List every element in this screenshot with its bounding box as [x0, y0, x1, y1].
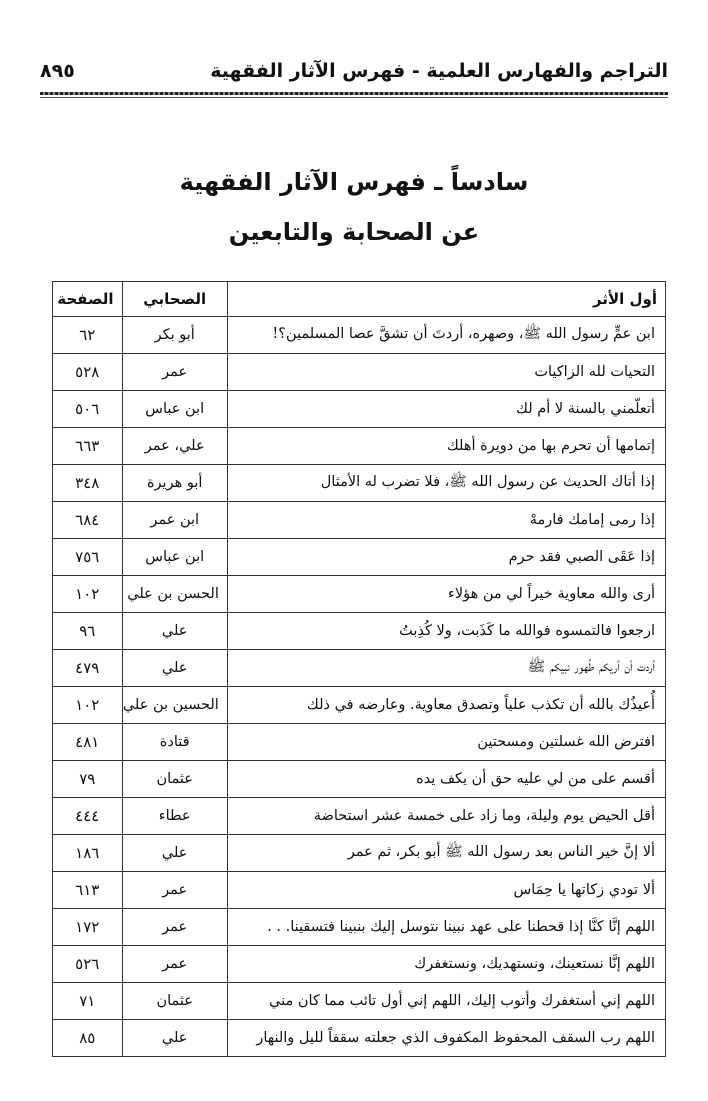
table-row [53, 946, 666, 983]
page-cell: ٣٤٨ [53, 465, 123, 502]
athar-cell: ألا إنَّ خير الناس بعد رسول الله ﷺ أبو بكر، ثم عمر [227, 835, 665, 872]
sahabi-cell: عمر [122, 872, 227, 909]
header-rule [40, 92, 668, 95]
athar-cell: إذا رمى إمامك فارمهْ [227, 502, 665, 539]
column-header-athar: أول الأثر [227, 282, 665, 317]
page-cell: ٧١ [53, 983, 123, 1020]
sahabi-cell: عمر [122, 909, 227, 946]
athar-cell: أُعيذُك بالله أن تكذب علياً وتصدق معاوية. وعارضه في ذلك [227, 687, 665, 724]
athar-cell: افترض الله غسلتين ومسحتين [227, 724, 665, 761]
sahabi-cell: أبو هريرة [122, 465, 227, 502]
table-row [53, 613, 666, 650]
table-row [53, 502, 666, 539]
sahabi-cell: ابن عمر [122, 502, 227, 539]
page-cell: ٦١٣ [53, 872, 123, 909]
athar-cell: ألا تودي زكاتها يا حِمَاس [227, 872, 665, 909]
page-cell: ٧٩ [53, 761, 123, 798]
sahabi-cell: عثمان [122, 761, 227, 798]
sahabi-cell: الحسن بن علي [122, 576, 227, 613]
sahabi-cell: ابن عباس [122, 391, 227, 428]
page-cell: ٤٤٤ [53, 798, 123, 835]
running-head [40, 58, 668, 88]
page-cell: ٦٦٣ [53, 428, 123, 465]
page-cell: ٤٨١ [53, 724, 123, 761]
table-row [53, 798, 666, 835]
sahabi-cell: الحسين بن علي [122, 687, 227, 724]
page-cell: ٥٢٦ [53, 946, 123, 983]
table-header-row [53, 282, 666, 317]
athar-cell: اللهم إنَّا نستعينك، ونستهديك، ونستغفرك [227, 946, 665, 983]
table-row [53, 687, 666, 724]
athar-cell: اللهم إني أستغفرك وأتوب إليك، اللهم إني أول تائب مما كان مني [227, 983, 665, 1020]
athar-cell: ابن عمٍّ رسول الله ﷺ، وصهره، أردتَ أن تشقَّ عصا المسلمين؟! [227, 317, 665, 354]
table-row [53, 872, 666, 909]
sahabi-cell: علي [122, 1020, 227, 1057]
running-title: التراجم والفهارس العلمية - فهرس الآثار الفقهية [210, 60, 668, 82]
page-cell: ١٠٢ [53, 687, 123, 724]
athar-cell: أقل الحيض يوم وليلة، وما زاد على خمسة عشر استحاضة [227, 798, 665, 835]
table-row [53, 354, 666, 391]
athar-cell: إذا عَقَى الصبي فقد حرم [227, 539, 665, 576]
table-row [53, 317, 666, 354]
table-row [53, 650, 666, 687]
sahabi-cell: أبو بكر [122, 317, 227, 354]
athar-cell: أقسم على من لي عليه حق أن يكف يده [227, 761, 665, 798]
section-title: سادساً ـ فهرس الآثار الفقهية [179, 168, 529, 196]
sahabi-cell: علي [122, 613, 227, 650]
sahabi-cell: ابن عباس [122, 539, 227, 576]
table-row [53, 761, 666, 798]
page-cell: ٦٢ [53, 317, 123, 354]
athar-cell: أتعلّمني بالسنة لا أم لك [227, 391, 665, 428]
table-row [53, 1020, 666, 1057]
header-rule-thin [40, 97, 668, 98]
athar-cell: أردت أن أريكم طُهور نبيكم ﷺ [227, 650, 665, 687]
sahabi-cell: قتادة [122, 724, 227, 761]
page-cell: ٤٧٩ [53, 650, 123, 687]
sahabi-cell: علي [122, 650, 227, 687]
column-header-sahabi: الصحابي [122, 282, 227, 317]
sahabi-cell: عطاء [122, 798, 227, 835]
page-cell: ٧٥٦ [53, 539, 123, 576]
page-cell: ٨٥ [53, 1020, 123, 1057]
sahabi-cell: عمر [122, 354, 227, 391]
athar-cell: التحيات لله الزاكيات [227, 354, 665, 391]
athar-cell: إذا أتاك الحديث عن رسول الله ﷺ، فلا تضرب له الأمثال [227, 465, 665, 502]
sahabi-cell: علي [122, 835, 227, 872]
table-row [53, 391, 666, 428]
athar-cell: إتمامها أن تحرم بها من دويرة أهلك [227, 428, 665, 465]
page-cell: ٩٦ [53, 613, 123, 650]
page-cell: ٥٢٨ [53, 354, 123, 391]
table-row [53, 724, 666, 761]
table-row [53, 576, 666, 613]
page-cell: ٦٨٤ [53, 502, 123, 539]
page-cell: ١٠٢ [53, 576, 123, 613]
table-row [53, 539, 666, 576]
table-row [53, 465, 666, 502]
athar-index-table [52, 281, 666, 1057]
athar-cell: اللهم إنَّا كنَّا إذا قحطنا على عهد نبينا نتوسل إليك بنبينا فتسقينا. . . [227, 909, 665, 946]
athar-cell: اللهم رب السقف المحفوظ المكفوف الذي جعلته سقفاً لليل والنهار [227, 1020, 665, 1057]
page-cell: ١٧٢ [53, 909, 123, 946]
athar-cell: ارجعوا فالتمسوه فوالله ما كَذَبت، ولا كُذِبتُ [227, 613, 665, 650]
table-row [53, 835, 666, 872]
sahabi-cell: عمر [122, 946, 227, 983]
page-cell: ٥٠٦ [53, 391, 123, 428]
sahabi-cell: علي، عمر [122, 428, 227, 465]
page-cell: ١٨٦ [53, 835, 123, 872]
column-header-page: الصفحة [53, 282, 123, 317]
sahabi-cell: عثمان [122, 983, 227, 1020]
table-row [53, 428, 666, 465]
table-row [53, 909, 666, 946]
athar-cell: أرى والله معاوية خيراً لي من هؤلاء [227, 576, 665, 613]
table-row [53, 983, 666, 1020]
page-number: ٨٩٥ [40, 60, 75, 82]
section-subtitle: عن الصحابة والتابعين [228, 218, 480, 246]
